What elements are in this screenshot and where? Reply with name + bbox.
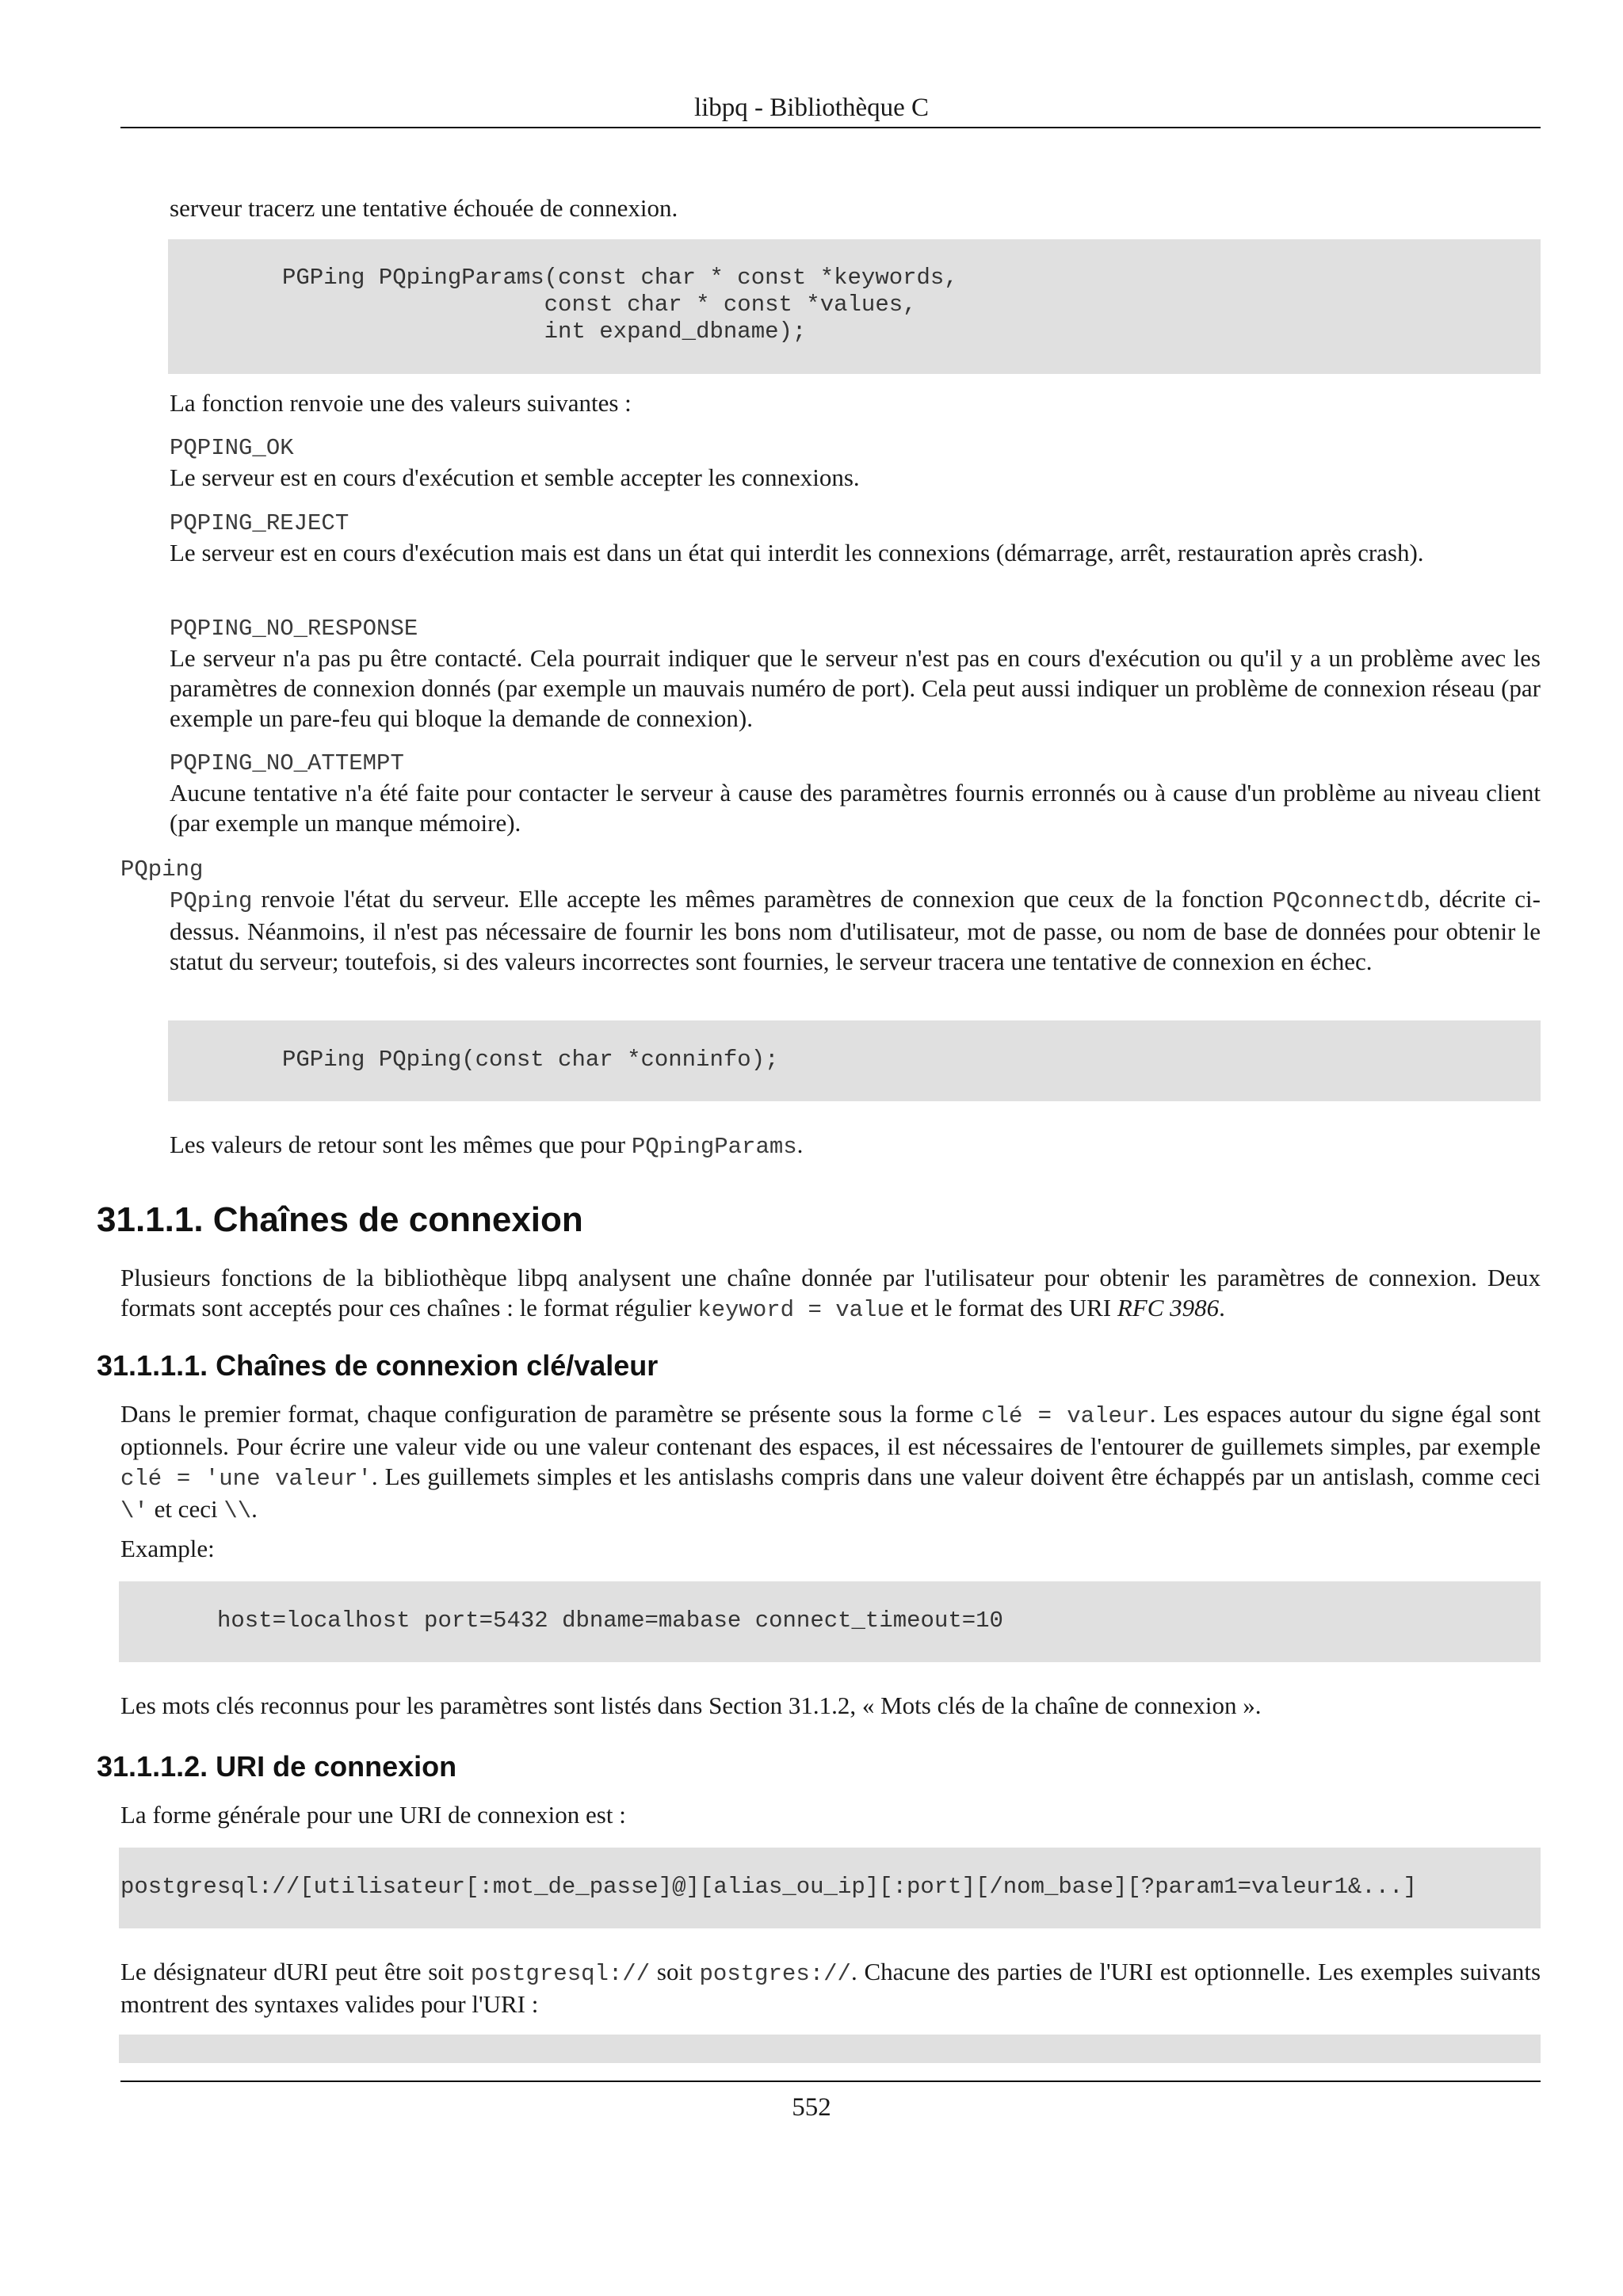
keywords-reference-note: Les mots clés reconnus pour les paramètres sont listés dans Section 31.1.2, « Mots clés de la chaîne de connexion ». (120, 1691, 1262, 1719)
code-block-pqping (168, 1020, 1541, 1101)
pqping-return-note: Les valeurs de retour sont les mêmes que pour PQpingParams. (170, 1131, 804, 1160)
code-block-uri-examples (119, 2035, 1541, 2063)
section-31-1-1-1-paragraph: Dans le premier format, chaque configuration de paramètre se présente sous la forme clé = valeur. Les espaces autour du signe égal sont optionnels. Pour écrire une valeur vide ou une valeur contenant des espaces, il est nécessaires de l'entourer de guillemets simples, par exemple clé = 'une valeur'. Les guillemets simples et les antislashs compris dans une valeur doivent être échappés par un antislash, comme ceci \' et ceci \\. (120, 1400, 1541, 1524)
term-desc-pqping-reject: Le serveur est en cours d'exécution mais est dans un état qui interdit les connexions (démarrage, arrêt, restauration après crash). (170, 539, 1424, 566)
rfc-reference: RFC 3986 (1117, 1294, 1220, 1322)
inline-code: \\ (223, 1498, 252, 1524)
inline-code: PQconnectdb (1272, 888, 1424, 914)
term-desc-pqping-no-response: Le serveur n'a pas pu être contacté. Cela pourrait indiquer que le serveur n'est pas en cours d'exécution ou qu'il y a un problème avec les paramètres de connexion donnés (par exemple un mauvais numéro de port). Cela peut aussi indiquer un problème de connexion réseau (par exemple un pare-feu qui bloque la demande de connexion). (170, 644, 1541, 732)
code-keyword-example: host=localhost port=5432 dbname=mabase connect_timeout=10 (217, 1608, 1003, 1634)
uri-designator-paragraph: Le désignateur dURI peut être soit postgresql:// soit postgres://. Chacune des parties de l'URI est optionnelle. Les exemples suivants montrent des syntaxes valides pour l'URI : (120, 1958, 1541, 2018)
term-desc-pqping-ok: Le serveur est en cours d'exécution et semble accepter les connexions. (170, 463, 860, 491)
inline-code: keyword = value (697, 1297, 905, 1323)
code-uri-form: postgresql://[utilisateur[:mot_de_passe]@][alias_ou_ip][:port][/nom_base][?param1=valeur1&...] (120, 1874, 1417, 1900)
inline-code: postgres:// (699, 1961, 851, 1987)
inline-code: PQping (170, 888, 253, 914)
term-pqping-ok: PQPING_OK (170, 435, 294, 461)
code-block-pqpingparams (168, 239, 1541, 374)
footer-rule (120, 2081, 1541, 2082)
code-pqpingparams: PGPing PQpingParams(const char * const *keywords, const char * const *values, int expand_dbname); (282, 265, 958, 345)
uri-form-intro: La forme générale pour une URI de connexion est : (120, 1801, 626, 1829)
inline-code: PQpingParams (631, 1134, 797, 1160)
page-number: 552 (792, 2093, 831, 2122)
term-pqping-no-response: PQPING_NO_RESPONSE (170, 616, 418, 642)
inline-code: \' (120, 1498, 148, 1524)
term-pqping: PQping (120, 856, 204, 883)
term-desc-pqping-no-attempt: Aucune tentative n'a été faite pour contacter le serveur à cause des paramètres fournis erronnés ou à cause d'un problème au niveau client (par exemple un manque mémoire). (170, 779, 1541, 837)
code-block-uri-form (119, 1848, 1541, 1928)
section-31-1-1-paragraph: Plusieurs fonctions de la bibliothèque libpq analysent une chaîne donnée par l'utilisateur pour obtenir les paramètres de connexion. Deux formats sont acceptés pour ces chaînes : le format régulier keyword = value et le format des URI RFC 3986. (120, 1264, 1541, 1323)
inline-code: postgresql:// (470, 1961, 651, 1987)
intro-line: serveur tracerz une tentative échouée de connexion. (170, 194, 678, 222)
return-values-intro: La fonction renvoie une des valeurs suivantes : (170, 389, 632, 417)
term-pqping-no-attempt: PQPING_NO_ATTEMPT (170, 750, 404, 776)
section-heading-31-1-1: 31.1.1. Chaînes de connexion (97, 1200, 583, 1239)
running-header: libpq - Bibliothèque C (693, 93, 930, 122)
inline-code: clé = 'une valeur' (120, 1466, 372, 1492)
term-pqping-reject: PQPING_REJECT (170, 510, 349, 536)
section-heading-31-1-1-1: 31.1.1.1. Chaînes de connexion clé/valeur (97, 1349, 659, 1382)
example-label: Example: (120, 1535, 215, 1562)
section-heading-31-1-1-2: 31.1.1.2. URI de connexion (97, 1750, 457, 1783)
code-block-keyword-example (119, 1581, 1541, 1662)
pqping-description: PQping renvoie l'état du serveur. Elle accepte les mêmes paramètres de connexion que ceux de la fonction PQconnectdb, décrite ci-dessus. Néanmoins, il n'est pas nécessaire de fournir les bons nom d'utilisateur, mot de passe, ou nom de base de données pour obtenir le statut du serveur; toutefois, si des valeurs incorrectes sont fournies, le serveur tracera une tentative de connexion en échec. (170, 885, 1541, 975)
header-rule (120, 127, 1541, 128)
inline-code: clé = valeur (981, 1403, 1150, 1429)
code-pqping: PGPing PQping(const char *conninfo); (282, 1047, 779, 1073)
